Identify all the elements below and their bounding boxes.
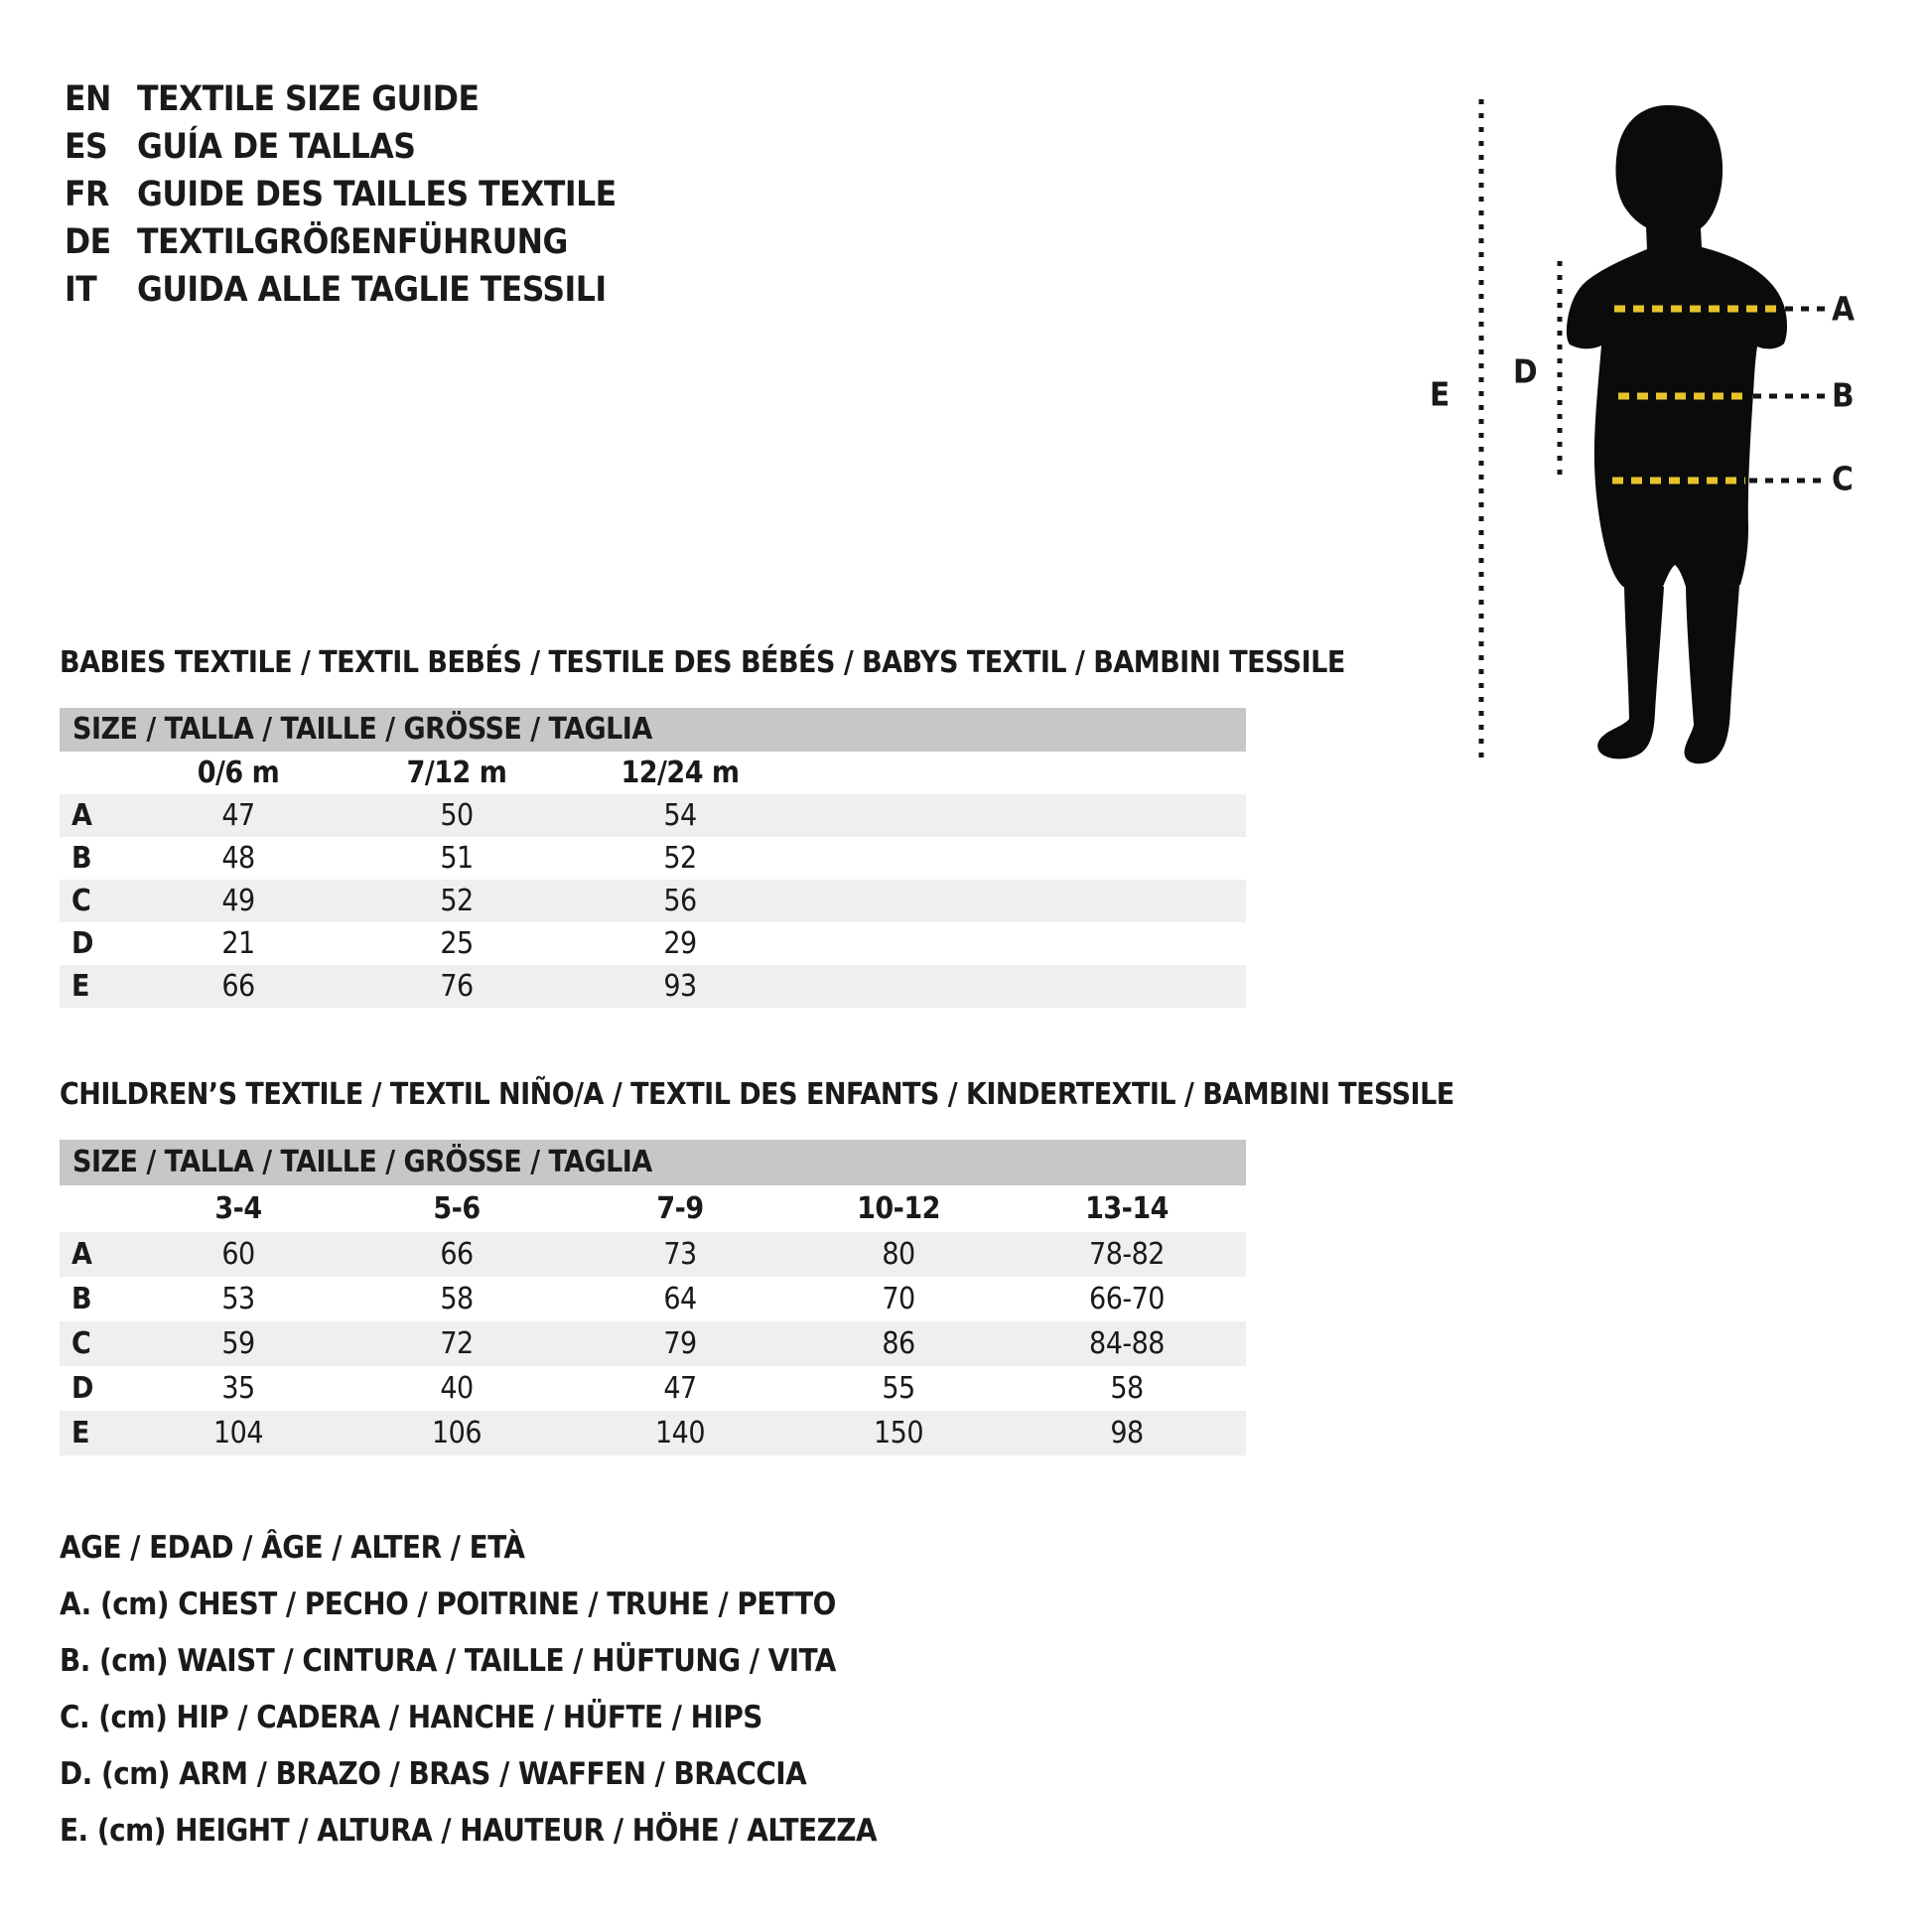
children-cell-e-2: 140 [654,1416,705,1450]
language-code-fr: FR [65,175,109,214]
children-cell-d-2: 47 [663,1371,697,1406]
child-silhouette [1567,105,1787,763]
babies-cell-b-2: 52 [663,841,697,876]
children-cell-c-0: 59 [221,1326,255,1361]
marker-label-a: A [1832,289,1855,329]
legend-waist: B. (cm) WAIST / CINTURA / TAILLE / HÜFTUNG / VITA [60,1643,836,1679]
children-size-header-label: SIZE / TALLA / TAILLE / GRÖSSE / TAGLIA [72,1145,652,1179]
babies-cell-c-2: 56 [663,884,697,918]
babies-cell-c-0: 49 [221,884,255,918]
children-cell-d-4: 58 [1110,1371,1144,1406]
babies-cell-b-0: 48 [221,841,255,876]
children-cell-d-1: 40 [440,1371,474,1406]
children-col-header-10-12: 10-12 [857,1191,940,1226]
children-cell-b-1: 58 [440,1282,474,1316]
babies-cell-d-0: 21 [221,926,255,961]
children-cell-a-3: 80 [882,1237,915,1272]
children-col-header-3-4: 3-4 [214,1191,262,1226]
children-row-label-d: D [71,1371,93,1406]
babies-row-label-c: C [71,884,91,918]
children-cell-b-0: 53 [221,1282,255,1316]
children-cell-c-1: 72 [440,1326,474,1361]
babies-table-heading: BABIES TEXTILE / TEXTIL BEBÉS / TESTILE DES BÉBÉS / BABYS TEXTIL / BAMBINI TESSILE [60,645,1345,680]
children-cell-a-4: 78-82 [1089,1237,1165,1272]
legend-arm: D. (cm) ARM / BRAZO / BRAS / WAFFEN / BRACCIA [60,1756,807,1792]
language-code-it: IT [65,270,97,310]
babies-row-label-b: B [71,841,92,876]
babies-cell-e-0: 66 [221,969,255,1004]
children-row-label-e: E [71,1416,89,1450]
children-col-header-7-9: 7-9 [656,1191,704,1226]
babies-row-label-d: D [71,926,93,961]
language-row-fr [65,173,617,216]
babies-cell-b-1: 51 [440,841,474,876]
language-title-it: GUIDA ALLE TAGLIE TESSILI [137,270,607,310]
children-cell-c-3: 86 [882,1326,915,1361]
children-col-header-5-6: 5-6 [433,1191,481,1226]
language-code-en: EN [65,79,111,119]
babies-row-label-e: E [71,969,89,1004]
legend-age: AGE / EDAD / ÂGE / ALTER / ETÀ [60,1530,525,1566]
children-row-label-a: A [71,1237,92,1272]
marker-label-e: E [1430,374,1450,414]
babies-col-header-12-24m: 12/24 m [621,756,740,790]
child-silhouette-figure [1390,60,1932,794]
babies-size-header-bar [60,708,1246,752]
language-row-de [65,220,568,264]
children-cell-d-0: 35 [221,1371,255,1406]
legend-height: E. (cm) HEIGHT / ALTURA / HAUTEUR / HÖHE / ALTEZZA [60,1813,878,1849]
children-size-header-bar [60,1140,1246,1185]
babies-cell-a-0: 47 [221,798,255,833]
language-title-es: GUÍA DE TALLAS [137,127,416,167]
babies-cell-d-2: 29 [663,926,697,961]
language-code-de: DE [65,222,111,262]
children-cell-b-3: 70 [882,1282,915,1316]
children-cell-e-1: 106 [431,1416,482,1450]
children-table-heading: CHILDREN’S TEXTILE / TEXTIL NIÑO/A / TEXTIL DES ENFANTS / KINDERTEXTIL / BAMBINI TESSILE [60,1077,1454,1112]
babies-cell-e-2: 93 [663,969,697,1004]
children-cell-e-3: 150 [873,1416,923,1450]
children-cell-b-2: 64 [663,1282,697,1316]
language-row-en [65,77,479,121]
language-row-it [65,268,607,312]
language-row-es [65,125,415,169]
babies-cell-d-1: 25 [440,926,474,961]
children-col-header-13-14: 13-14 [1085,1191,1169,1226]
children-cell-a-2: 73 [663,1237,697,1272]
babies-cell-a-2: 54 [663,798,697,833]
marker-label-c: C [1832,459,1854,498]
legend-hip: C. (cm) HIP / CADERA / HANCHE / HÜFTE / HIPS [60,1700,762,1735]
children-cell-c-4: 84-88 [1089,1326,1165,1361]
marker-label-d: D [1513,351,1538,391]
language-title-de: TEXTILGRÖßENFÜHRUNG [137,222,568,262]
children-cell-c-2: 79 [663,1326,697,1361]
children-cell-e-0: 104 [212,1416,263,1450]
children-row-label-b: B [71,1282,92,1316]
babies-size-header-label: SIZE / TALLA / TAILLE / GRÖSSE / TAGLIA [72,712,652,747]
babies-cell-c-1: 52 [440,884,474,918]
babies-row-label-a: A [71,798,92,833]
marker-label-b: B [1832,375,1855,415]
children-cell-b-4: 66-70 [1089,1282,1165,1316]
babies-col-header-0-6m: 0/6 m [197,756,280,790]
legend-chest: A. (cm) CHEST / PECHO / POITRINE / TRUHE / PETTO [60,1587,836,1622]
babies-cell-e-1: 76 [440,969,474,1004]
children-cell-a-1: 66 [440,1237,474,1272]
babies-cell-a-1: 50 [440,798,474,833]
children-cell-e-4: 98 [1110,1416,1144,1450]
language-title-en: TEXTILE SIZE GUIDE [137,79,480,119]
language-code-es: ES [65,127,108,167]
children-row-label-c: C [71,1326,91,1361]
children-cell-a-0: 60 [221,1237,255,1272]
children-cell-d-3: 55 [882,1371,915,1406]
language-title-fr: GUIDE DES TAILLES TEXTILE [137,175,617,214]
babies-col-header-7-12m: 7/12 m [406,756,507,790]
